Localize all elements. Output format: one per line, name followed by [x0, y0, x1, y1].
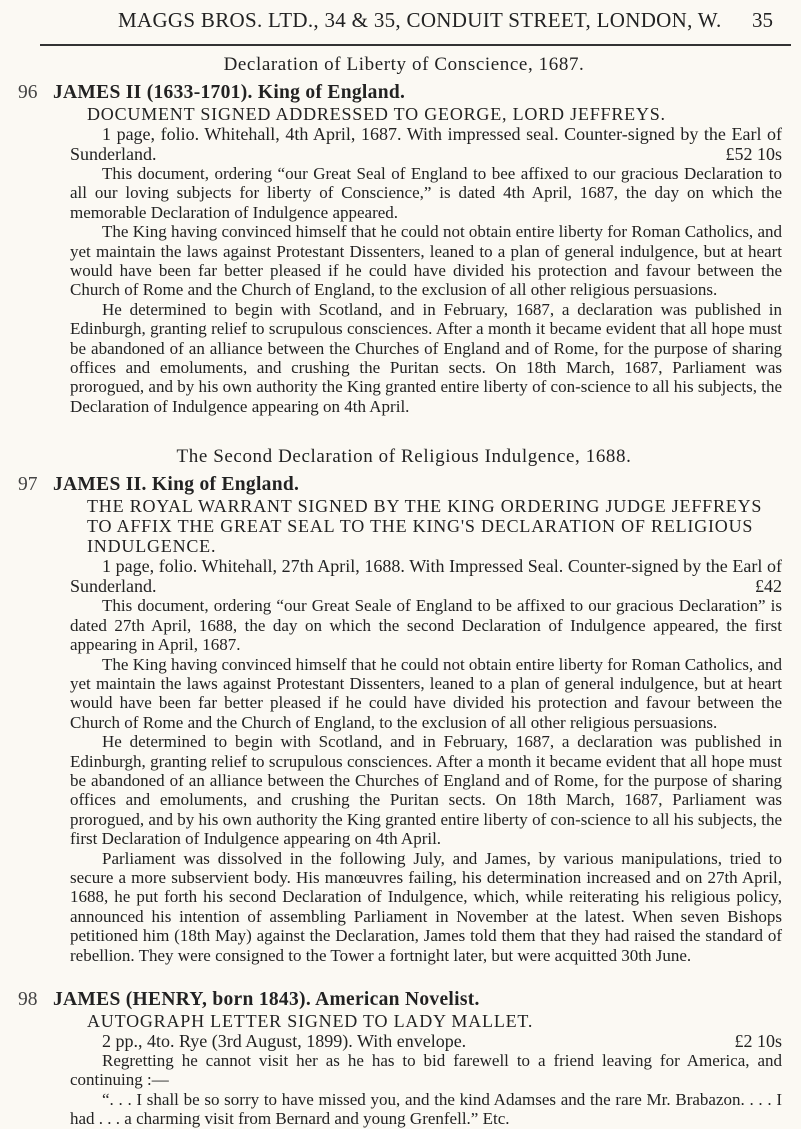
page-header — [0, 8, 801, 34]
paragraph: Regretting he cannot visit her as he has to bid farewell to a friend leaving for America, and continuing :— — [70, 1051, 782, 1090]
entry-description — [70, 124, 782, 164]
price: £2 10s — [734, 1031, 782, 1051]
paragraph: This document, ordering “our Great Seal of England to bee affixed to our gracious Declaration to all our loving subjects for liberty of Conscience,” is dated 4th April, 1687, the day on which the memorable Declaration of Indulgence appeared. — [70, 164, 782, 222]
price: £52 10s — [725, 144, 782, 164]
entry-name: JAMES (HENRY, born 1843). American Novelist. — [53, 989, 480, 1010]
description-text: 2 pp., 4to. Rye (3rd August, 1899). With envelope. — [102, 1031, 467, 1051]
catalogue-entry — [18, 474, 790, 965]
header-rule — [40, 44, 791, 46]
entry-name: JAMES II (1633-1701). King of England. — [53, 82, 406, 103]
paragraph: “. . . I shall be so sorry to have missed you, and the kind Adamses and the rare Mr. Brabazon. . . . I had . . . a charming visit from Bernard and young Grenfell.” Etc. — [70, 1089, 782, 1129]
entry-description — [70, 556, 782, 596]
description-text: 1 page, folio. Whitehall, 27th April, 1688. With Impressed Seal. Counter-signed by the Earl of Sunderland. — [70, 556, 782, 597]
paragraph: He determined to begin with Scotland, and in February, 1687, a declaration was published in Edinburgh, granting relief to scrupulous consciences. After a month it became evident that all hope must be abandoned of an alliance between the Churches of England and of Rome, for the purpose of sharing offices and emoluments, and crushing the Puritan sects. On 18th March, 1687, Parliament was prorogued, and by his own authority the King granted entire liberty of con-science to all his subjects, the first Declaration of Indulgence appearing on 4th April. — [70, 732, 782, 849]
entry-heading — [18, 989, 790, 1011]
catalogue-entry — [18, 989, 790, 1129]
catalogue-entry — [18, 82, 790, 416]
price: £42 — [755, 576, 782, 597]
entry-name: JAMES II. King of England. — [53, 474, 300, 496]
entry-number: 96 — [18, 82, 38, 103]
description-text: 1 page, folio. Whitehall, 4th April, 1687. With impressed seal. Counter-signed by the Earl of Sunderland. — [70, 124, 782, 164]
catalogue-content — [18, 52, 790, 1129]
paragraph: The King having convinced himself that he could not obtain entire liberty for Roman Catholics, and yet maintain the laws against Protestant Dissenters, leaned to a plan of general indulgence, but at heart would have been far better pleased if he could have divided his protection and favour between the Church of Rome and the Church of England, to the exclusion of all other religious persuasions. — [70, 222, 782, 300]
document-title: AUTOGRAPH LETTER SIGNED TO LADY MALLET. — [87, 1011, 534, 1031]
entry-heading — [18, 474, 790, 496]
section-title: Declaration of Liberty of Conscience, 1687. — [223, 54, 585, 75]
entry-heading — [18, 82, 790, 104]
document-title: THE ROYAL WARRANT SIGNED BY THE KING ORDERING JUDGE JEFFREYS TO AFFIX THE GREAT SEAL TO THE KING'S DECLARATION OF RELIGIOUS INDULGENCE. — [87, 496, 763, 557]
entry-number: 98 — [18, 989, 38, 1010]
publisher-heading: MAGGS BROS. LTD., 34 & 35, CONDUIT STREET, LONDON, W. — [118, 8, 722, 32]
entry-number: 97 — [18, 474, 38, 496]
paragraph: The King having convinced himself that he could not obtain entire liberty for Roman Catholics, and yet maintain the laws against Protestant Dissenters, leaned to a plan of general indulgence, but at heart would have been far better pleased if he could have divided his protection and favour between the Church of Rome and the Church of England, to the exclusion of all other religious persuasions. — [70, 654, 782, 732]
paragraph: Parliament was dissolved in the following July, and James, by various manipulations, tried to secure a more subservient body. His manœuvres failing, his determination increased and on 27th April, 1688, he put forth his second Declaration of Indulgence, which, while reiterating his religious policy, announced his intention of assembling Parliament in November at the latest. When seven Bishops petitioned him (18th May) against the Declaration, James told them that they had raised the standard of rebellion. They were consigned to the Tower a fortnight later, but were acquitted 30th June. — [70, 848, 782, 965]
document-title: DOCUMENT SIGNED ADDRESSED TO GEORGE, LORD JEFFREYS. — [87, 104, 666, 124]
paragraph: He determined to begin with Scotland, and in February, 1687, a declaration was published in Edinburgh, granting relief to scrupulous consciences. After a month it became evident that all hope must be abandoned of an alliance between the Churches of England and of Rome, for the purpose of sharing offices and emoluments, and crushing the Puritan sects. On 18th March, 1687, Parliament was prorogued, and by his own authority the King granted entire liberty of con-science to all his subjects, the Declaration of Indulgence appearing on 4th April. — [70, 299, 782, 416]
entry-description — [70, 1031, 782, 1051]
section-title: The Second Declaration of Religious Indulgence, 1688. — [176, 446, 632, 468]
page-number: 35 — [752, 8, 773, 32]
paragraph: This document, ordering “our Great Seale of England to be affixed to our gracious Declaration” is dated 27th April, 1688, the day on which the second Declaration of Indulgence appeared, the first appearing in April, 1687. — [70, 596, 782, 655]
